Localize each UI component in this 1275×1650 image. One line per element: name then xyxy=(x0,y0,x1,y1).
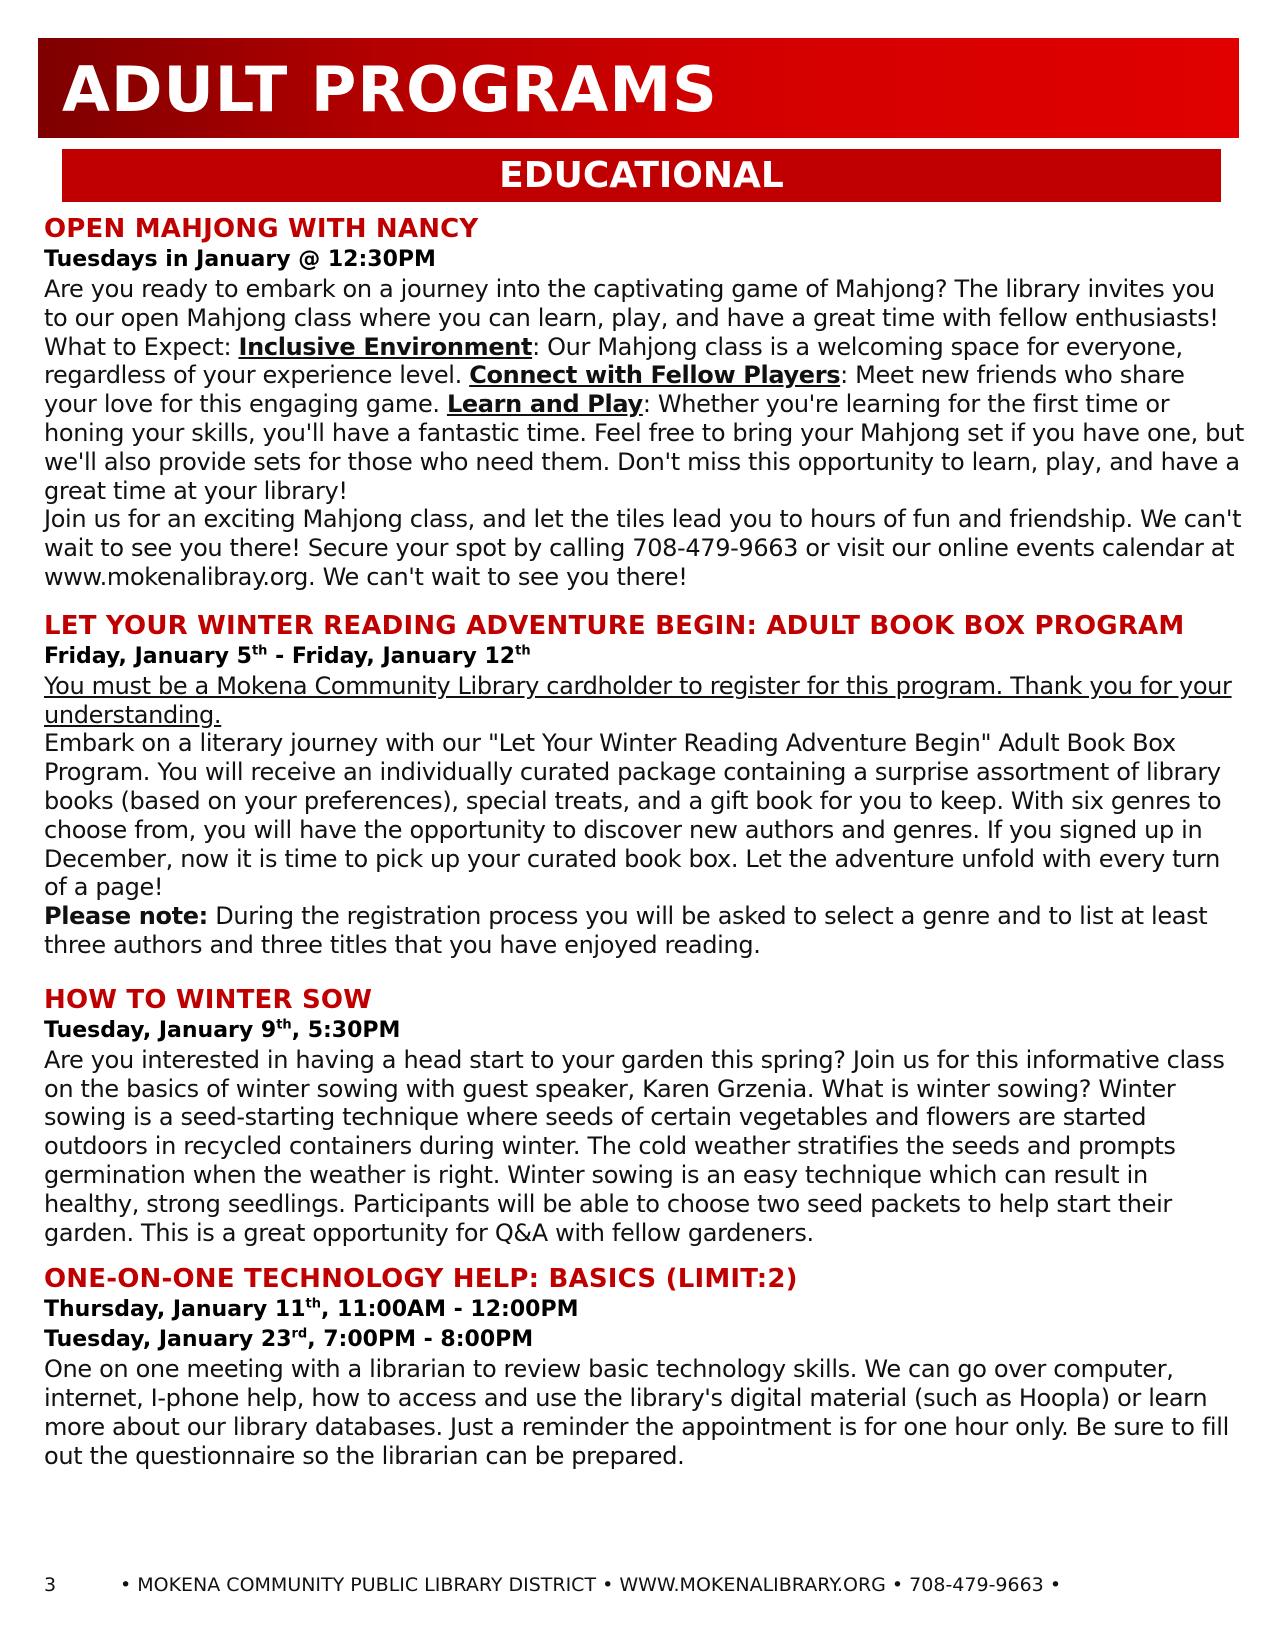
date-text: , 11:00AM - 12:00PM xyxy=(321,1297,579,1323)
date-text: Thursday, January 11 xyxy=(44,1297,306,1323)
program-heading: HOW TO WINTER SOW xyxy=(44,984,373,1015)
section-category-bar xyxy=(62,149,1221,202)
program-book-box xyxy=(44,610,1244,960)
note-text: During the registration process you will be asked to select a genre and to list at least three authors and three titles that you have enjoyed reading. xyxy=(44,902,1208,959)
program-winter-sow xyxy=(44,984,1244,1248)
highlight-learn-and-play: Learn and Play xyxy=(446,390,643,419)
date-suffix: th xyxy=(515,643,531,659)
footer-contact-line: • MOKENA COMMUNITY PUBLIC LIBRARY DISTRICT • WWW.MOKENALIBRARY.ORG • 708-479-9663 • xyxy=(120,1574,1062,1596)
page-footer xyxy=(44,1574,1244,1604)
program-description-2: Join us for an exciting Mahjong class, and let the tiles lead you to hours of fun and friendship. We can't wait to see you there! Secure your spot by calling 708-479-9663 or visit our online events calendar at www.mokenalibray.org. We can't wait to see you there! xyxy=(44,505,1242,591)
date-suffix: rd xyxy=(291,1326,308,1342)
program-description: Are you interested in having a head start to your garden this spring? Join us for this informative class on the basics of winter sowing with guest speaker, Karen Grzenia. What is winter sowing? Winter sowing is a seed-starting technique where seeds of certain vegetables and flowers are started outdoors in recycled containers during winter. The cold weather stratifies the seeds and prompts germination when the weather is right. Winter sowing is an easy technique which can result in healthy, strong seedlings. Participants will be able to choose two seed packets to help start their garden. This is a great opportunity for Q&A with fellow gardeners. xyxy=(44,1045,1225,1247)
program-heading: OPEN MAHJONG WITH NANCY xyxy=(44,214,479,244)
date-suffix: th xyxy=(305,1296,321,1312)
program-date-2 xyxy=(44,1325,1244,1355)
registration-note xyxy=(44,902,1244,960)
program-mahjong xyxy=(44,213,1244,592)
description-text: Are you ready to embark on a journey into the captivating game of Mahjong? The library invites you to our open Mahjong class where you can learn, play, and have a great time with fellow enthusiasts! What to Expect: xyxy=(44,275,1219,361)
description-text: : Meet new friends who share your love for this engaging game. xyxy=(44,361,1185,419)
highlight-connect-players: Connect with Fellow Players xyxy=(469,361,841,390)
program-heading: LET YOUR WINTER READING ADVENTURE BEGIN: ADULT BOOK BOX PROGRAM xyxy=(44,610,1185,641)
program-date xyxy=(44,1016,1244,1046)
program-date: Tuesdays in January @ 12:30PM xyxy=(44,247,436,272)
cardholder-notice: You must be a Mokena Community Library cardholder to register for this program. Thank you for your understanding. xyxy=(44,671,1232,729)
program-list xyxy=(44,213,1244,1471)
section-category-title: EDUCATIONAL xyxy=(499,155,784,196)
page-title: ADULT PROGRAMS xyxy=(62,53,718,126)
program-description xyxy=(44,275,1244,505)
date-text: - Friday, January 12 xyxy=(267,643,516,669)
page-number: 3 xyxy=(44,1574,57,1596)
program-description: Embark on a literary journey with our "Let Your Winter Reading Adventure Begin" Adult Book Box Program. You will receive an individually curated package containing a surprise assortment of library books (based on your preferences), special treats, and a gift book for you to keep. With six genres to choose from, you will have the opportunity to discover new authors and genres. If you signed up in December, now it is time to pick up your curated book box. Let the adventure unfold with every turn of a page! xyxy=(44,729,1222,902)
date-text: , 5:30PM xyxy=(291,1017,401,1043)
program-tech-help xyxy=(44,1263,1244,1470)
description-text: : Whether you're learning for the first time or honing your skills, you'll have a fantastic time. Feel free to bring your Mahjong set if you have one, but we'll also provide sets for those who need them. Don't miss this opportunity to learn, play, and have a great time at your library! xyxy=(44,390,1244,505)
date-text: Tuesday, January 23 xyxy=(44,1327,292,1353)
date-suffix: th xyxy=(251,643,268,659)
date-text: Tuesday, January 9 xyxy=(44,1017,277,1043)
program-heading: ONE-ON-ONE TECHNOLOGY HELP: BASICS (LIMIT:2) xyxy=(44,1264,798,1295)
date-text: , 7:00PM - 8:00PM xyxy=(307,1327,534,1353)
note-label: Please note: xyxy=(44,902,208,931)
program-description: One on one meeting with a librarian to review basic technology skills. We can go over computer, internet, I-phone help, how to access and use the library's digital material (such as Hoopla) or learn more about our library databases. Just a reminder the appointment is for one hour only. Be sure to fill out the questionnaire so the librarian can be prepared. xyxy=(44,1355,1229,1470)
highlight-inclusive-environment: Inclusive Environment xyxy=(238,332,533,361)
date-text: Friday, January 5 xyxy=(44,643,252,669)
date-suffix: th xyxy=(276,1017,292,1033)
description-text: : Our Mahjong class is a welcoming space for everyone, regardless of your experience level. xyxy=(44,332,1183,390)
program-date-1 xyxy=(44,1295,1244,1325)
program-date xyxy=(44,642,1244,672)
